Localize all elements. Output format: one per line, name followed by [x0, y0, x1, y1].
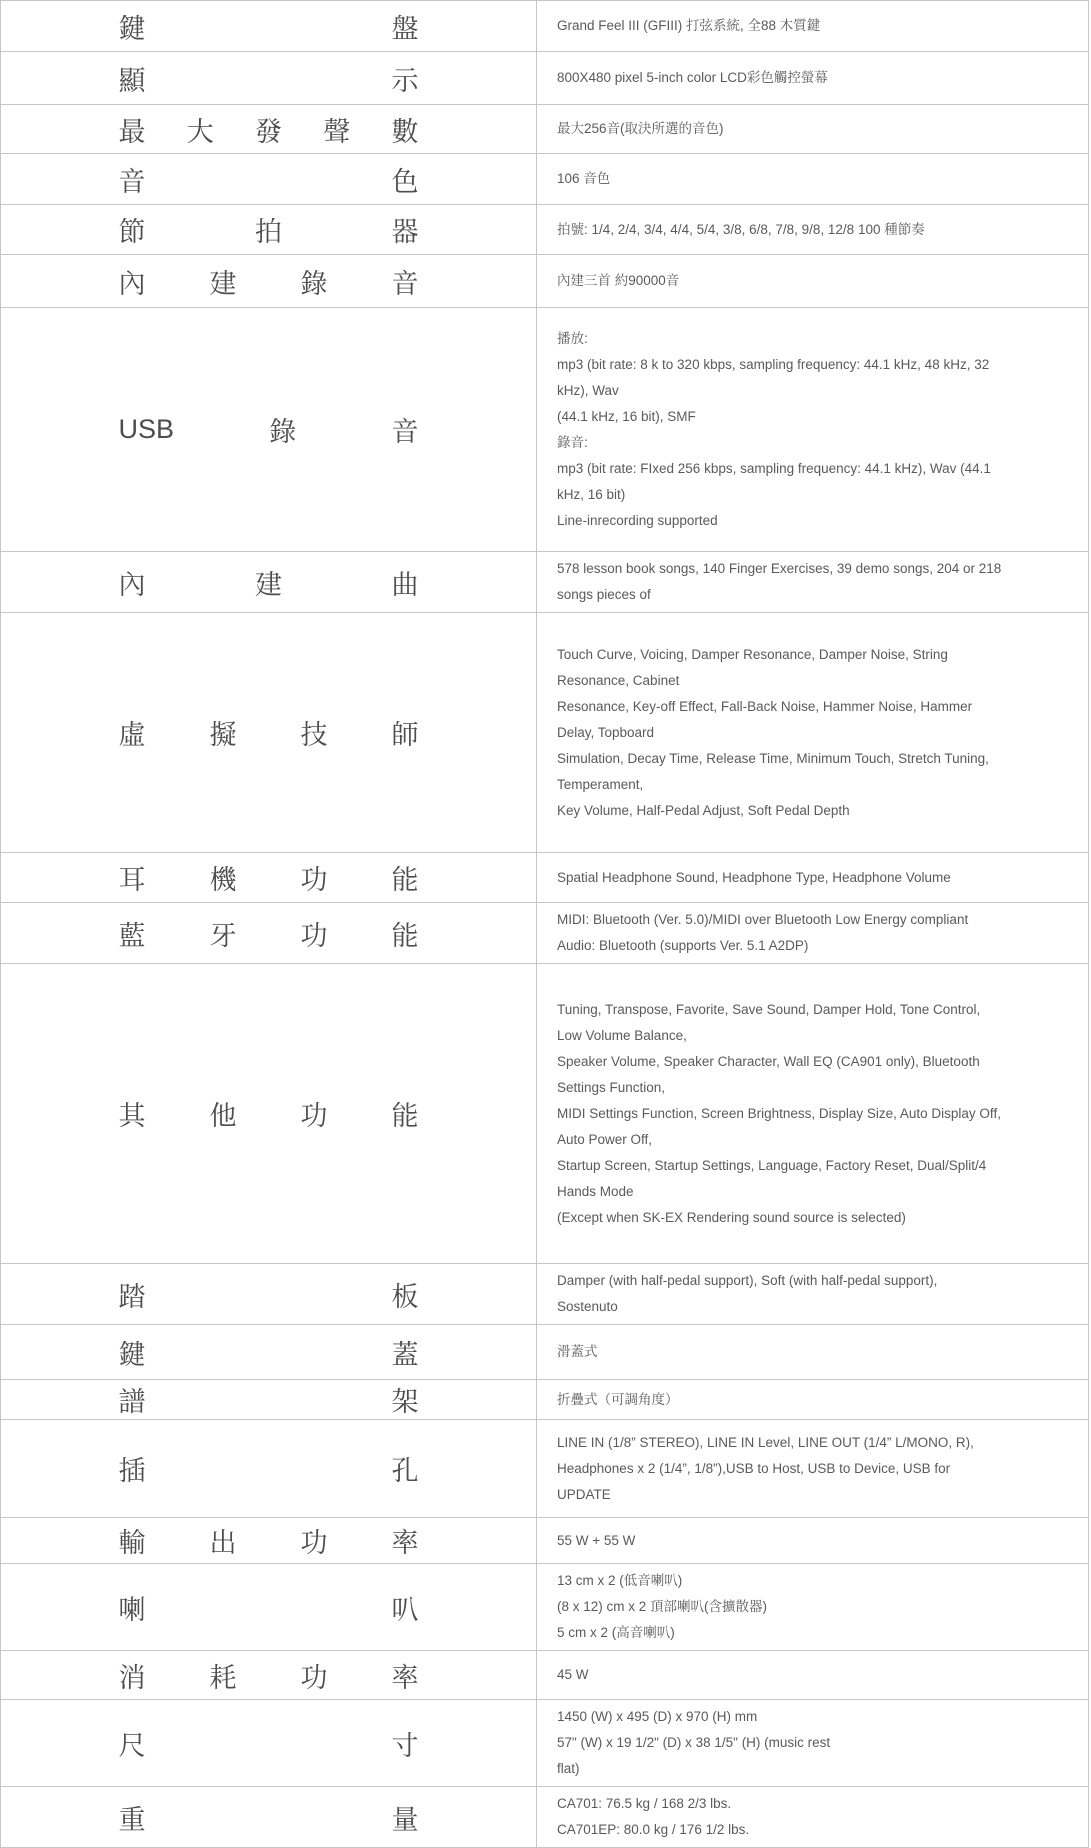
value-line: Tuning, Transpose, Favorite, Save Sound, Damper Hold, Tone Control, — [557, 1001, 981, 1017]
label-char: 他 — [209, 1101, 237, 1131]
value-line: mp3 (bit rate: FIxed 256 kbps, sampling frequency: 44.1 kHz), Wav (44.1 — [557, 460, 991, 476]
spec-row — [1, 154, 1088, 205]
spec-label-text — [119, 1380, 419, 1419]
label-char: 音 — [391, 268, 419, 299]
label-char: 建 — [209, 268, 237, 299]
spec-label-text — [119, 1521, 419, 1560]
spec-label — [1, 903, 537, 963]
spec-label-text — [119, 858, 419, 897]
spec-row — [1, 1325, 1088, 1380]
value-line: Grand Feel III (GFIII) 打弦系統, 全88 木質鍵 — [557, 18, 821, 33]
spec-row — [1, 1420, 1088, 1518]
spec-label-text — [119, 7, 419, 46]
label-char: 功 — [300, 920, 328, 951]
label-char: 色 — [391, 166, 419, 197]
spec-row — [1, 1380, 1088, 1420]
spec-label-text — [119, 59, 419, 98]
spec-value — [537, 613, 1088, 852]
label-char: 板 — [391, 1281, 419, 1312]
value-line: 106 音色 — [557, 171, 611, 186]
spec-label-text — [119, 1588, 419, 1627]
spec-value — [537, 1518, 1088, 1563]
label-char: 聲 — [323, 116, 351, 147]
label-char: 能 — [391, 920, 419, 951]
value-line: Speaker Volume, Speaker Character, Wall EQ (CA901 only), Bluetooth — [557, 1053, 980, 1069]
value-line: Sostenuto — [557, 1299, 618, 1314]
label-char: 功 — [300, 1528, 328, 1558]
value-line: Settings Function, — [557, 1079, 666, 1095]
value-line: Resonance, Cabinet — [557, 672, 680, 688]
label-char: 孔 — [391, 1456, 419, 1486]
label-char: 音 — [118, 166, 146, 197]
spec-row — [1, 552, 1088, 613]
spec-label-text — [119, 410, 419, 449]
value-line: 1450 (W) x 495 (D) x 970 (H) mm — [557, 1709, 758, 1724]
spec-row — [1, 205, 1088, 255]
spec-value — [537, 552, 1088, 612]
value-line: Spatial Headphone Sound, Headphone Type, Headphone Volume — [557, 869, 951, 885]
spec-label-text — [119, 563, 419, 602]
value-line: 播放: — [557, 330, 588, 346]
value-line: mp3 (bit rate: 8 k to 320 kbps, sampling frequency: 44.1 kHz, 48 kHz, 32 — [557, 356, 990, 372]
spec-label — [1, 1787, 537, 1847]
label-char: 譜 — [118, 1387, 146, 1417]
label-char: 功 — [300, 865, 328, 895]
value-line: kHz), Wav — [557, 382, 619, 398]
spec-value — [537, 1700, 1088, 1786]
label-char: 寸 — [391, 1730, 419, 1761]
value-line: 55 W + 55 W — [557, 1532, 636, 1548]
value-line: 45 W — [557, 1667, 589, 1682]
spec-label — [1, 1, 537, 51]
label-char: 叭 — [391, 1594, 419, 1625]
spec-label-text — [119, 160, 419, 199]
label-char: 功 — [300, 1662, 328, 1693]
value-line: 13 cm x 2 (低音喇叭) — [557, 1573, 683, 1588]
spec-label — [1, 105, 537, 153]
spec-row — [1, 1518, 1088, 1564]
label-char: 錄 — [300, 268, 328, 299]
spec-label — [1, 853, 537, 902]
label-char: 耳 — [118, 865, 146, 895]
value-line: Simulation, Decay Time, Release Time, Minimum Touch, Stretch Tuning, — [557, 750, 989, 766]
value-line: Auto Power Off, — [557, 1131, 653, 1147]
label-char: 擬 — [209, 720, 237, 750]
value-line: 578 lesson book songs, 140 Finger Exercises, 39 demo songs, 204 or 218 — [557, 561, 1002, 576]
value-line: 錄音: — [557, 434, 588, 450]
label-char: 輸 — [118, 1528, 146, 1558]
value-line: CA701EP: 80.0 kg / 176 1/2 lbs. — [557, 1822, 750, 1837]
label-char: 插 — [118, 1456, 146, 1486]
label-char: 發 — [255, 116, 282, 147]
value-line: Damper (with half-pedal support), Soft (with half-pedal support), — [557, 1273, 938, 1288]
value-line: 最大256音(取決所選的音色) — [557, 121, 724, 136]
spec-value — [537, 1651, 1088, 1699]
spec-value — [537, 1564, 1088, 1650]
spec-value — [537, 903, 1088, 963]
label-char: 喇 — [118, 1594, 146, 1625]
label-char: 率 — [391, 1528, 419, 1558]
value-line: LINE IN (1/8” STEREO), LINE IN Level, LINE OUT (1/4” L/MONO, R), — [557, 1434, 974, 1450]
value-line: Delay, Topboard — [557, 724, 655, 740]
label-char: 其 — [118, 1101, 146, 1131]
label-char: 音 — [391, 417, 419, 447]
spec-label-text — [119, 1333, 419, 1372]
label-char: 節 — [118, 217, 146, 247]
value-line: Low Volume Balance, — [557, 1027, 687, 1043]
spec-value — [537, 1420, 1088, 1517]
label-char: 架 — [391, 1387, 419, 1417]
spec-label-text — [119, 210, 419, 249]
label-char: 消 — [118, 1662, 146, 1693]
spec-row — [1, 1264, 1088, 1325]
label-char: 曲 — [391, 569, 419, 600]
spec-value — [537, 1787, 1088, 1847]
spec-value — [537, 105, 1088, 153]
label-char: 建 — [255, 569, 282, 600]
label-char: 量 — [391, 1804, 419, 1835]
spec-row — [1, 255, 1088, 308]
spec-value — [537, 1325, 1088, 1379]
value-line: 57" (W) x 19 1/2" (D) x 38 1/5" (H) (music rest — [557, 1735, 831, 1750]
spec-row — [1, 964, 1088, 1264]
label-char: 內 — [118, 268, 146, 299]
value-line: CA701: 76.5 kg / 168 2/3 lbs. — [557, 1796, 732, 1811]
spec-label — [1, 255, 537, 307]
spec-label — [1, 613, 537, 852]
label-char: 顯 — [118, 65, 146, 96]
label-char: 率 — [391, 1662, 419, 1693]
value-line: kHz, 16 bit) — [557, 486, 626, 502]
value-line: 5 cm x 2 (高音喇叭) — [557, 1625, 675, 1640]
value-line: MIDI: Bluetooth (Ver. 5.0)/MIDI over Bluetooth Low Energy compliant — [557, 912, 969, 927]
spec-row — [1, 853, 1088, 903]
label-char: 盤 — [391, 13, 419, 44]
label-char: 能 — [391, 1101, 419, 1131]
spec-label — [1, 964, 537, 1263]
value-line: Resonance, Key-off Effect, Fall-Back Noise, Hammer Noise, Hammer — [557, 698, 973, 714]
value-line: Key Volume, Half-Pedal Adjust, Soft Pedal Depth — [557, 802, 850, 818]
value-line: Touch Curve, Voicing, Damper Resonance, Damper Noise, String — [557, 646, 948, 662]
spec-label — [1, 1380, 537, 1419]
value-line: Hands Mode — [557, 1183, 634, 1199]
spec-label-text — [119, 1449, 419, 1488]
spec-label-text — [119, 713, 419, 752]
spec-row — [1, 52, 1088, 105]
spec-label — [1, 1518, 537, 1563]
spec-row — [1, 613, 1088, 853]
spec-value — [537, 255, 1088, 307]
spec-row — [1, 903, 1088, 964]
value-line: Audio: Bluetooth (supports Ver. 5.1 A2DP) — [557, 938, 809, 953]
label-char: 鍵 — [118, 13, 146, 44]
spec-label-text — [119, 262, 419, 301]
value-line: UPDATE — [557, 1486, 611, 1502]
label-char: 功 — [300, 1101, 328, 1131]
value-line: 滑蓋式 — [557, 1344, 598, 1359]
spec-value — [537, 52, 1088, 104]
spec-label — [1, 205, 537, 254]
spec-value — [537, 853, 1088, 902]
spec-label-text — [119, 1724, 419, 1763]
label-char: 錄 — [269, 417, 297, 447]
value-line: 折疊式（可調角度） — [557, 1391, 679, 1407]
spec-label-text — [119, 1275, 419, 1314]
spec-value — [537, 154, 1088, 204]
spec-label-text — [119, 1656, 419, 1695]
label-char: 最 — [118, 116, 146, 147]
value-line: Startup Screen, Startup Settings, Language, Factory Reset, Dual/Split/4 — [557, 1157, 987, 1173]
value-line: flat) — [557, 1761, 580, 1776]
spec-row — [1, 1700, 1088, 1787]
value-line: (Except when SK-EX Rendering sound source is selected) — [557, 1209, 906, 1225]
label-char: 技 — [300, 720, 328, 750]
spec-value — [537, 308, 1088, 551]
spec-label — [1, 1564, 537, 1650]
spec-label — [1, 1700, 537, 1786]
spec-row — [1, 308, 1088, 552]
spec-label — [1, 1651, 537, 1699]
label-char: 蓋 — [391, 1339, 419, 1370]
label-char: 拍 — [255, 217, 282, 247]
value-line: (44.1 kHz, 16 bit), SMF — [557, 408, 696, 424]
label-char: 踏 — [118, 1281, 146, 1312]
label-char: 出 — [209, 1528, 237, 1558]
spec-label — [1, 1325, 537, 1379]
label-char: 鍵 — [118, 1339, 146, 1370]
spec-row — [1, 1564, 1088, 1651]
label-char: 機 — [209, 865, 237, 895]
label-char: 重 — [118, 1804, 146, 1835]
label-char: 藍 — [118, 920, 146, 951]
spec-label — [1, 52, 537, 104]
label-char: 虛 — [118, 720, 146, 750]
value-line: 拍號: 1/4, 2/4, 3/4, 4/4, 5/4, 3/8, 6/8, 7/8, 9/8, 12/8 100 種節奏 — [557, 221, 925, 237]
label-char: 能 — [391, 865, 419, 895]
label-char: 內 — [118, 569, 146, 600]
spec-label — [1, 308, 537, 551]
spec-label — [1, 1420, 537, 1517]
label-char: 數 — [391, 116, 419, 147]
label-char: 師 — [391, 720, 419, 750]
spec-label-text — [119, 1094, 419, 1133]
spec-value — [537, 205, 1088, 254]
label-char: USB — [118, 414, 175, 444]
value-line: 內建三首 約90000音 — [557, 273, 680, 288]
label-char: 示 — [391, 65, 419, 96]
label-char: 耗 — [209, 1662, 237, 1693]
spec-label-text — [119, 914, 419, 953]
spec-row — [1, 105, 1088, 154]
spec-label — [1, 154, 537, 204]
label-char: 大 — [186, 116, 214, 147]
value-line: Headphones x 2 (1/4”, 1/8”),USB to Host, USB to Device, USB for — [557, 1460, 951, 1476]
spec-value — [537, 1, 1088, 51]
label-char: 牙 — [209, 920, 237, 951]
spec-row — [1, 1651, 1088, 1700]
value-line: MIDI Settings Function, Screen Brightness, Display Size, Auto Display Off, — [557, 1105, 1001, 1121]
spec-row — [1, 1, 1088, 52]
spec-value — [537, 1264, 1088, 1324]
spec-row — [1, 1787, 1088, 1848]
spec-value — [537, 964, 1088, 1263]
value-line: (8 x 12) cm x 2 頂部喇叭(含擴散器) — [557, 1599, 768, 1614]
spec-label — [1, 1264, 537, 1324]
spec-label — [1, 552, 537, 612]
label-char: 器 — [391, 217, 419, 247]
value-line: songs pieces of — [557, 587, 651, 602]
spec-value — [537, 1380, 1088, 1419]
value-line: Temperament, — [557, 776, 644, 792]
spec-label-text — [119, 110, 419, 149]
value-line: Line-inrecording supported — [557, 512, 718, 528]
value-line: 800X480 pixel 5-inch color LCD彩色觸控螢幕 — [557, 70, 828, 85]
label-char: 尺 — [118, 1730, 146, 1761]
